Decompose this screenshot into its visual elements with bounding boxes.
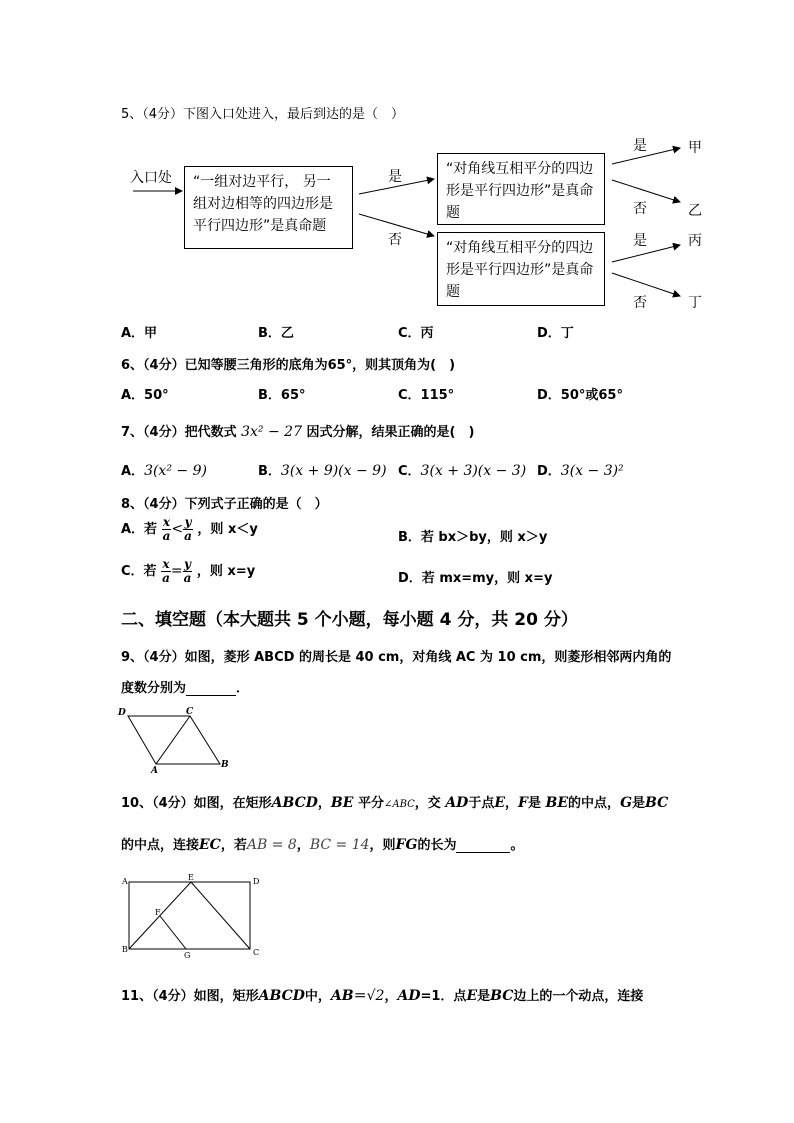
q7-option-a-expr: 3(x² − 9) — [144, 463, 207, 479]
section-2-title: 二、填空题（本大题共 5 个小题，每小题 4 分，共 20 分） — [121, 610, 578, 630]
flow-no-label-2: 否 — [633, 201, 647, 217]
q7-option-b-label: B． — [258, 464, 281, 479]
q7-option-a-label: A． — [121, 464, 145, 479]
segment-ec — [191, 882, 250, 949]
label-c: C — [253, 948, 260, 957]
label-b: B — [122, 945, 128, 954]
q6-option-a[interactable]: A．50° — [121, 388, 169, 403]
segment-fg — [160, 916, 186, 949]
q9-answer-blank[interactable] — [186, 680, 236, 696]
q7-option-c-expr: 3(x + 3)(x − 3) — [420, 463, 527, 479]
flow-yes-label-2: 是 — [633, 138, 647, 154]
q11-line-1: 11、（4分）如图，矩形ABCD中，AB＝√2，AD=1．点E是BC边上的一个动点，连接 — [121, 988, 644, 1004]
q7-option-d-expr: 3(x − 3)² — [560, 463, 624, 479]
q8-option-a-suffix: ，则 x＜y — [197, 522, 258, 537]
label-a: A — [122, 877, 128, 886]
q7-option-d[interactable] — [537, 460, 624, 479]
q9-line-2 — [121, 677, 249, 696]
flow-output-bing: 丙 — [688, 233, 702, 249]
rhombus-diagram — [118, 705, 238, 777]
q9-line-1: 9、（4分）如图，菱形 ABCD 的周长是 40 cm，对角线 AC 为 10 cm，则菱形相邻两内角的 — [121, 650, 672, 665]
flow-output-yi: 乙 — [688, 203, 702, 219]
q10-answer-blank[interactable] — [456, 837, 510, 853]
fraction-x-over-a: $\frac{x}{a}$ — [162, 557, 170, 585]
flow-yes-label-3: 是 — [633, 233, 647, 249]
flow-no-label-1: 否 — [388, 232, 402, 248]
q7-option-d-label: D． — [537, 464, 561, 479]
flow-box-1: “一组对边平行， 另一组对边相等的四边形是平行四边形”是真命题 — [184, 166, 353, 249]
q8-option-d[interactable]: D．若 mx=my，则 x=y — [398, 571, 553, 586]
label-d: D — [118, 708, 126, 718]
q5-option-a[interactable]: A．甲 — [121, 326, 158, 341]
q7-option-b[interactable] — [258, 460, 387, 479]
label-e: E — [188, 873, 194, 882]
flowchart-arrows — [0, 0, 794, 330]
flow-box-2: “对角线互相平分的四边形是平行四边形”是真命题 — [437, 153, 605, 225]
q8-option-c-suffix: ，则 x=y — [196, 564, 256, 579]
q8-option-a-prefix: A．若 — [121, 522, 158, 537]
label-a: A — [151, 766, 158, 776]
q7-option-c-label: C． — [398, 464, 421, 479]
q7-stem-suffix: 因式分解，结果正确的是( ) — [306, 425, 475, 440]
label-g: G — [184, 951, 191, 960]
q10-line-1: 10、（4分）如图，在矩形ABCD，BE 平分∠ABC，交 AD于点E，F是 BE的中点，G是BC — [121, 795, 669, 811]
q7-stem-prefix: 7、（4分）把代数式 — [121, 425, 237, 440]
flow-entry-label: 入口处 — [130, 170, 172, 186]
q8-option-a[interactable] — [121, 516, 258, 543]
flow-box-3: “对角线互相平分的四边形是平行四边形”是真命题 — [437, 232, 605, 306]
q6-option-c[interactable]: C．115° — [398, 388, 455, 403]
q6-option-d[interactable]: D．50°或65° — [537, 388, 623, 403]
q7-option-c[interactable] — [398, 460, 526, 479]
label-c: C — [186, 707, 194, 717]
fraction-x-over-a: $\frac{x}{a}$ — [162, 515, 171, 543]
q7-option-b-expr: 3(x + 9)(x − 9) — [280, 463, 387, 479]
rectangle-diagram — [118, 872, 268, 962]
fraction-y-over-a: $\frac{y}{a}$ — [184, 515, 192, 543]
q8-option-c-prefix: C．若 — [121, 564, 157, 579]
q7-option-a[interactable] — [121, 460, 207, 479]
q5-option-d[interactable]: D．丁 — [537, 326, 574, 341]
label-b: B — [221, 760, 229, 770]
q9-end: ． — [236, 681, 250, 696]
q8-option-c[interactable] — [121, 558, 255, 585]
equals-sign: = — [170, 563, 183, 579]
q7-stem-expression: 3x² − 27 — [241, 424, 302, 440]
q9-line-2-text: 度数分别为 — [121, 681, 187, 696]
q5-option-b[interactable]: B．乙 — [258, 326, 294, 341]
q8-option-b[interactable]: B．若 bx＞by，则 x＞y — [398, 530, 548, 545]
flow-no-label-3: 否 — [633, 295, 647, 311]
rhombus-outline — [128, 716, 220, 764]
flow-yes-label-1: 是 — [388, 169, 402, 185]
flow-output-jia: 甲 — [688, 140, 702, 156]
q8-stem: 8、（4分）下列式子正确的是（ ） — [121, 497, 328, 512]
q5-option-c[interactable]: C．丙 — [398, 326, 434, 341]
q7-stem — [121, 421, 474, 440]
q6-stem: 6、（4分）已知等腰三角形的底角为65°，则其顶角为( ) — [121, 358, 456, 373]
label-f: F — [155, 908, 161, 917]
flow-output-ding: 丁 — [688, 295, 702, 311]
q10-line-2: 的中点，连接EC，若AB = 8，BC = 14，则FG的长为 。 — [121, 837, 524, 853]
q5-stem: 5、（4分）下图入口处进入，最后到达的是（ ） — [121, 107, 405, 122]
rectangle-abcd — [129, 882, 250, 949]
less-than-sign: < — [171, 521, 184, 537]
diagonal-ac — [156, 716, 190, 764]
fraction-y-over-a: $\frac{y}{a}$ — [183, 557, 192, 585]
q6-option-b[interactable]: B．65° — [258, 388, 306, 403]
label-d: D — [253, 877, 260, 886]
